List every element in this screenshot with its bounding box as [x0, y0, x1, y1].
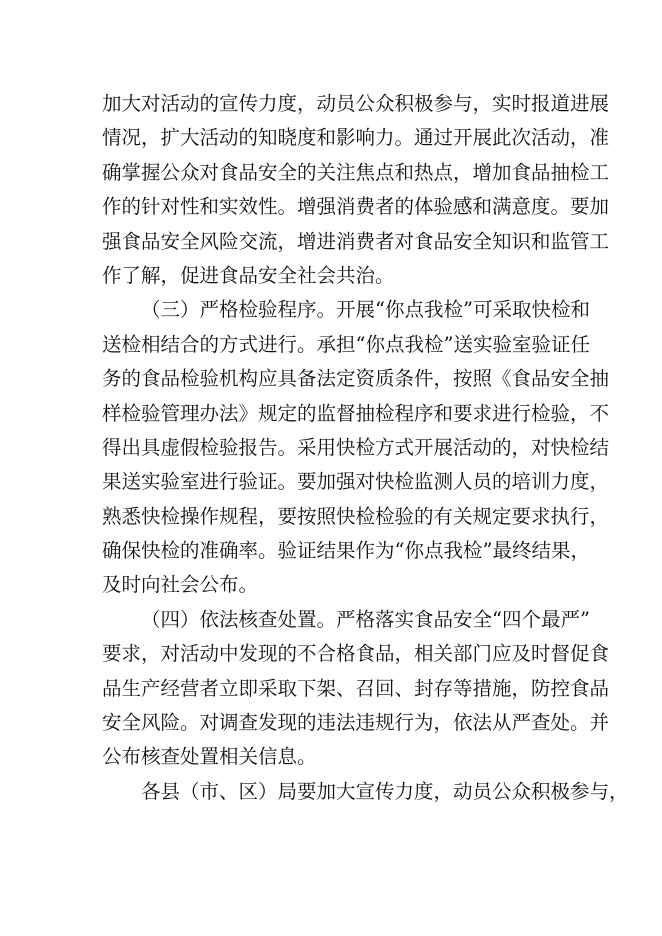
- text-line: 要求，对活动中发现的不合格食品，相关部门应及时督促食: [102, 642, 610, 666]
- text-line: 务的食品检验机构应具备法定资质条件，按照《食品安全抽: [102, 367, 610, 391]
- text-line: 确保快检的准确率。验证结果作为“你点我检”最终结果，: [102, 539, 590, 563]
- text-line: 作的针对性和实效性。增强消费者的体验感和满意度。要加: [102, 195, 610, 219]
- text-line: 及时向社会公布。: [102, 573, 259, 597]
- text-line: 情况，扩大活动的知晓度和影响力。通过开展此次活动，准: [102, 126, 610, 150]
- text-line: 果送实验室进行验证。要加强对快检监测人员的培训力度，: [102, 470, 610, 494]
- text-line: 作了解，促进食品安全社会共治。: [102, 263, 395, 287]
- paragraph-first-line: （三）严格检验程序。开展“你点我检”可采取快检和: [141, 298, 590, 322]
- text-line: 品生产经营者立即采取下架、召回、封存等措施，防控食品: [102, 676, 610, 700]
- text-line: 送检相结合的方式进行。承担“你点我检”送实验室验证任: [102, 332, 590, 356]
- body-text: [102, 87, 629, 809]
- text-line: 得出具虚假检验报告。采用快检方式开展活动的，对快检结: [102, 435, 610, 459]
- text-line: 样检验管理办法》规定的监督抽检程序和要求进行检验，不: [102, 401, 610, 425]
- text-line: 安全风险。对调查发现的违法违规行为，依法从严查处。并: [102, 711, 610, 735]
- text-line: 熟悉快检操作规程，要按照快检检验的有关规定要求执行，: [102, 504, 610, 528]
- text-line: 公布核查处置相关信息。: [102, 745, 317, 769]
- text-line: 确掌握公众对食品安全的关注焦点和热点，增加食品抽检工: [102, 160, 610, 184]
- text-line: 加大对活动的宣传力度，动员公众积极参与，实时报道进展: [102, 92, 610, 115]
- paragraph-first-line: 各县（市、区）局要加大宣传力度，动员公众积极参与，: [141, 779, 629, 803]
- text-line: 强食品安全风险交流，增进消费者对食品安全知识和监管工: [102, 229, 610, 253]
- paragraph-first-line: （四）依法核查处置。严格落实食品安全“四个最严”: [141, 607, 590, 631]
